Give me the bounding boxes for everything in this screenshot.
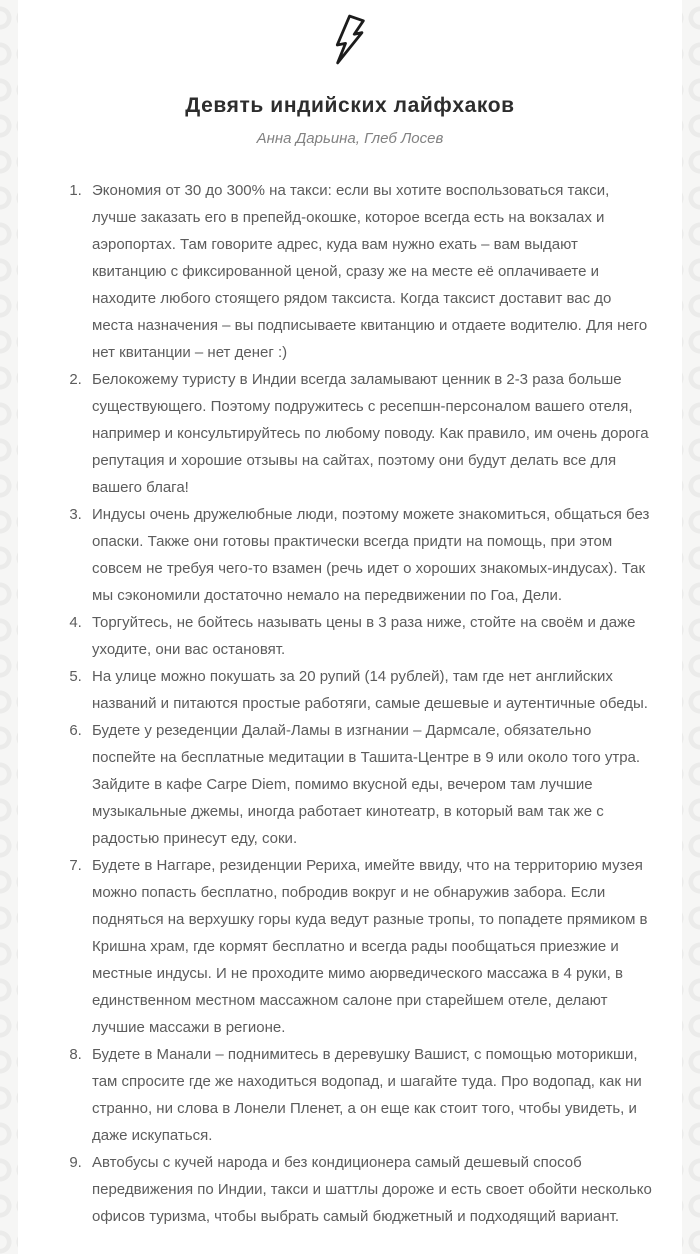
list-item: 4. Торгуйтесь, не бойтесь называть цены в 3 раза ниже, стойте на своём и даже уходите, они вас остановят. (86, 609, 654, 663)
list-item: 7. Будете в Наггаре, резиденции Рериха, имейте ввиду, что на территорию музея можно попасть бесплатно, побродив вокруг и не обнаружив забора. Если подняться на верхушку горы куда ведут разные тропы, то попадете прямиком в Кришна храм, где кормят бесплатно и всегда рады пообщаться приезжие и местные индусы. И не проходите мимо аюрведического массажа в 4 руки, в единственном местном массажном салоне при старейшем отеле, делают лучшие массажи в регионе. (86, 852, 654, 1041)
lifehacks-list (46, 177, 654, 1230)
list-item: 2. Белокожему туристу в Индии всегда заламывают ценник в 2-3 раза больше существующего. Поэтому подружитесь с ресепшн-персоналом вашего отеля, например и консультируйтесь по любому поводу. Как правило, им очень дорога репутация и хорошие отзывы на сайтах, поэтому они будут делать все для вашего блага! (86, 366, 654, 501)
article-byline: Анна Дарьина, Глеб Лосев (256, 130, 444, 147)
lightning-bolt-icon (46, 14, 654, 72)
list-item: 5. На улице можно покушать за 20 рупий (14 рублей), там где нет английских названий и питаются простые работяги, самые дешевые и аутентичные обеды. (86, 663, 654, 717)
list-item: 1. Экономия от 30 до 300% на такси: если вы хотите воспользоваться такси, лучше заказать его в препейд-окошке, которое всегда есть на вокзалах и аэропортах. Там говорите адрес, куда вам нужно ехать – вам выдают квитанцию с фиксированной ценой, сразу же на месте её оплачиваете и находите любого стоящего рядом таксиста. Когда таксист доставит вас до места назначения – вы подписываете квитанцию и отдаете водителю. Для него нет квитанции – нет денег :) (86, 177, 654, 366)
list-item: 3. Индусы очень дружелюбные люди, поэтому можете знакомиться, общаться без опаски. Также они готовы практически всегда придти на помощь, при этом совсем не требуя чего-то взамен (речь идет о хороших знакомых-индусах). Так мы сэкономили достаточно немало на передвижении по Гоа, Дели. (86, 501, 654, 609)
list-item: 8. Будете в Манали – поднимитесь в деревушку Вашист, с помощью моторикши, там спросите где же находиться водопад, и шагайте туда. Про водопад, как ни странно, ни слова в Лонели Пленет, а он еще как стоит того, чтобы увидеть, и даже искупаться. (86, 1041, 654, 1149)
page-title: Девять индийских лайфхаков (185, 94, 515, 117)
list-item: 9. Автобусы с кучей народа и без кондиционера самый дешевый способ передвижения по Индии, такси и шаттлы дороже и есть своет обойти несколько офисов туризма, чтобы выбрать самый бюджетный и подходящий вариант. (86, 1149, 654, 1230)
list-item: 6. Будете у резеденции Далай-Ламы в изгнании – Дармсале, обязательно поспейте на бесплатные медитации в Ташита-Центре в 9 или около того утра. Зайдите в кафе Carpe Diem, помимо вкусной еды, вечером там лучшие музыкальные джемы, иногда работает кинотеатр, в который вам так же с радостью принесут еду, соки. (86, 717, 654, 852)
